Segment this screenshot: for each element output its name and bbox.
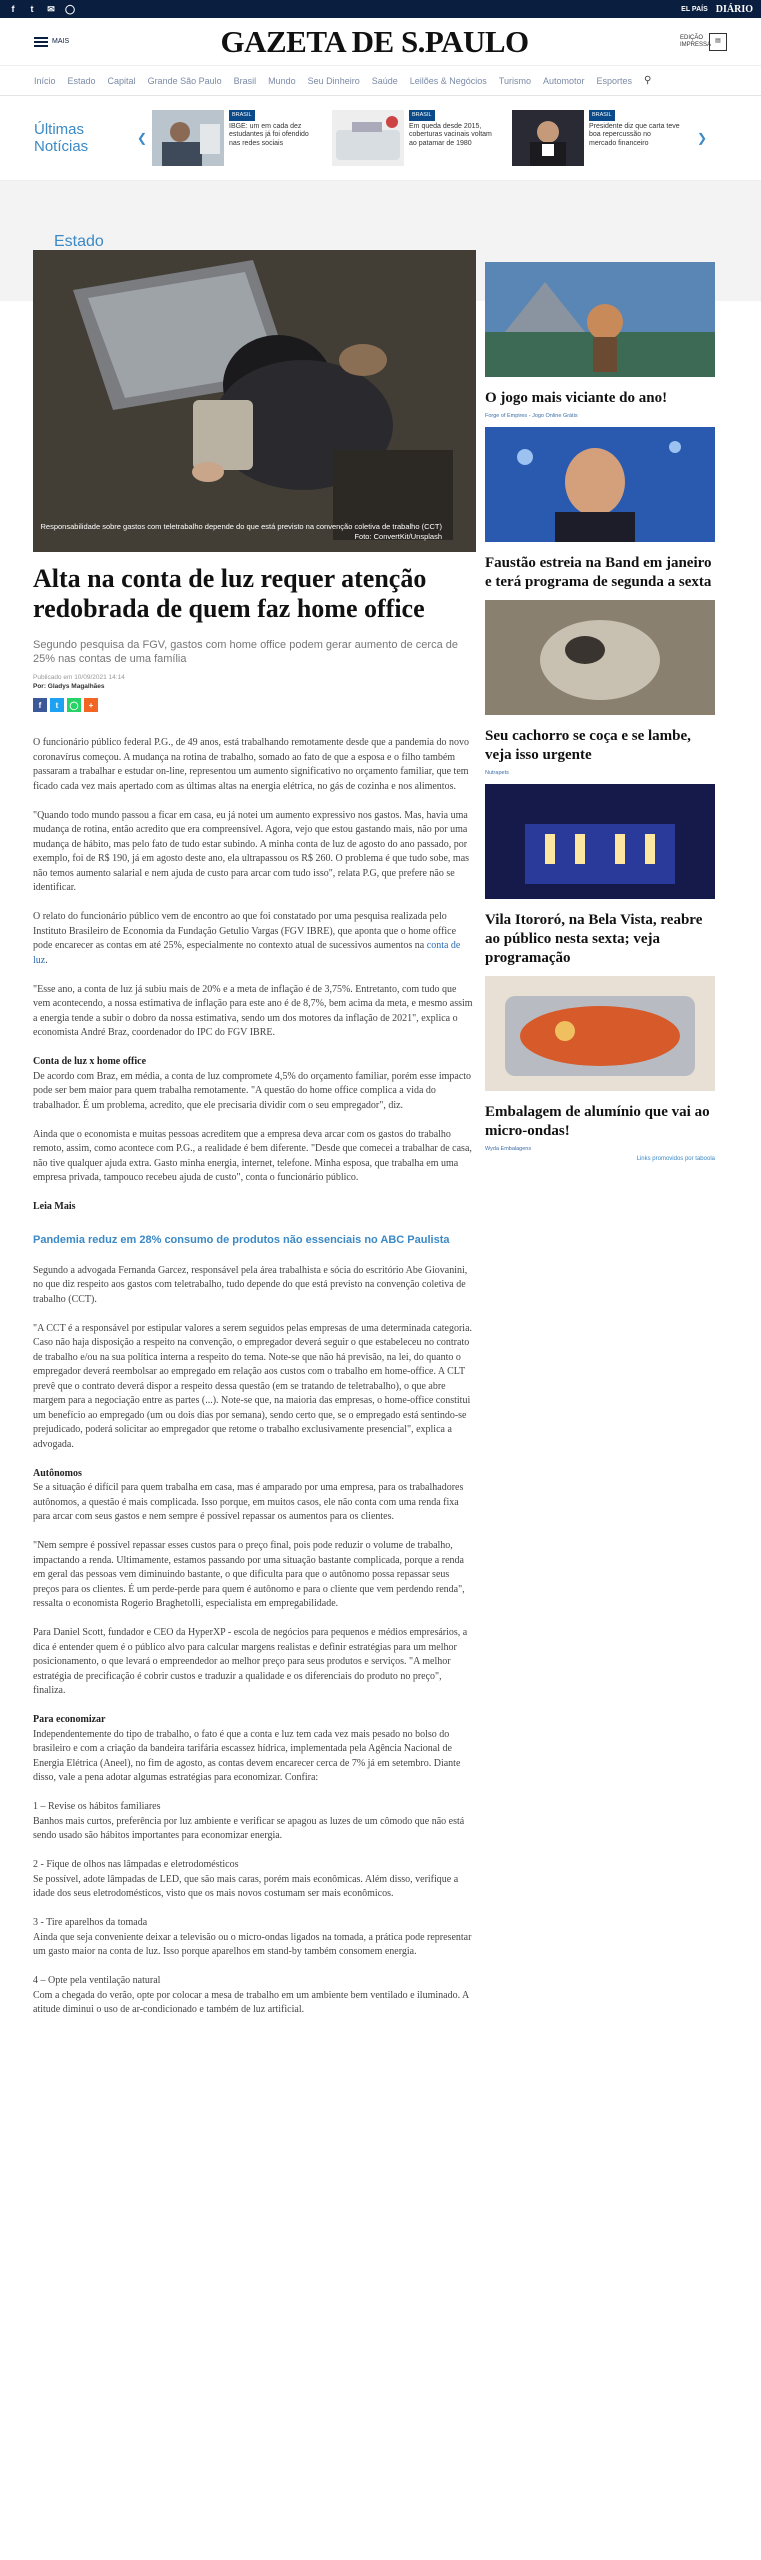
latest-news-text: Em queda desde 2015, coberturas vacinais voltam ao patamar de 1980: [409, 122, 492, 147]
sponsored-title: Vila Itororó, na Bela Vista, reabre ao público nesta sexta; veja programação: [485, 912, 703, 966]
article-subtitle: Segundo pesquisa da FGV, gastos com home office podem gerar aumento de cerca de 25% nas contas de uma família: [33, 639, 458, 665]
sponsored-source: Forge of Empires - Jogo Online Grátis: [485, 413, 578, 419]
hero-photo: [33, 250, 476, 552]
nav-item-inicio[interactable]: Início: [34, 75, 56, 86]
nav-item-leiloes[interactable]: Leilões & Negócios: [409, 75, 487, 86]
diario-link[interactable]: DIÁRIO: [715, 3, 753, 15]
sponsored-sidebar: [485, 262, 715, 1162]
nav-item-brasil[interactable]: Brasil: [233, 75, 257, 86]
read-more-link[interactable]: Pandemia reduz em 28% consumo de produtos não essenciais no ABC Paulista: [33, 1233, 450, 1246]
paragraph: Para Daniel Scott, fundador e CEO da HyperXP - escola de negócios para pequenos e médios empresários, a dica é entender quem é o público alvo para calcular margens realistas e definir estratégias para um melhor posicionamento, o que levará o empreendedor ao melhor preço para seus produtos e serviços. "A melhor estratégia de precificação é cobrir custos e traduzir a qualidade e os diferenciais do produto no preço", finaliza.: [33, 1627, 468, 1696]
news-thumbnail: [332, 110, 404, 166]
paragraph: Ainda que seja conveniente deixar a televisão ou o micro-ondas ligados na tomada, a prática pode representar um gasto maior na conta de luz. Isso porque aparelhos em stand-by também consomem energia.: [33, 1931, 472, 1957]
paragraph: Com a chegada do verão, opte por colocar a mesa de trabalho em um ambiente bem ventilado e iluminado. A atitude diminui o uso de ar-condicionado e também de luz artificial.: [33, 1989, 469, 2015]
category-badge: BRASIL: [409, 110, 435, 121]
latest-news-item[interactable]: [152, 110, 320, 166]
tip-heading: 1 – Revise os hábitos familiares: [33, 1801, 161, 1812]
latest-news-item[interactable]: [332, 110, 500, 166]
paragraph: "Quando todo mundo passou a ficar em casa, eu já notei um aumento expressivo nos gastos. Mas, havia uma mudança de rotina, então acredito que era compreensível. Agora, vejo que estou gastando mais, não por uma mudança de hábito, mas pelo fato de tudo estar subindo. A minha conta de luz de agosto do ano passado, por exemplo, foi de R$ 190, já em agosto deste ano, ela ultrapassou os R$ 260. O problema é que tudo sobe, mas não temos aumento salarial e nem ajuda de custo para arcar com tudo isso", relata P.G, que prefere não se identificar.: [33, 809, 470, 893]
print-edition-label: EDIÇÃO IMPRESSA: [679, 34, 711, 48]
latest-news-strip: [0, 96, 761, 181]
sponsored-card[interactable]: [485, 427, 715, 592]
paragraph: "A CCT é a responsável por estipular valores a serem seguidos pelas empresas de uma determinada categoria. Caso não haja disposição a respeito na convenção, o empregador deverá seguir o que estabeleceu no contrato de trabalho e/ou na sua política interna a respeito do tema. Note-se que não há previsão, na lei, do quanto o empregador deverá reembolsar ao empregado em relação aos custos com o trabalho em home-office. A CLT prevê que o contrato deverá dispor a respeito dessa questão (em se tratando de teletrabalho), o que abre margem para a negociação entre as partes (...). Note-se que, na maioria das empresas, o home-office constitui um benefício ao empregado (um ou dois dias por semana), sendo certo que, se o empregado está sentindo-se prejudicado, poderá solicitar ao empregador que retome o trabalho exclusivamente presencial", explica a advogada.: [33, 1322, 473, 1450]
news-thumbnail: [152, 110, 224, 166]
sponsored-image: [485, 427, 715, 542]
taboola-label[interactable]: Links promovidos por taboola: [636, 1156, 715, 1162]
sponsored-title: Faustão estreia na Band em janeiro e terá programa de segunda a sexta: [485, 555, 712, 590]
subheading: Conta de luz x home office: [33, 1056, 147, 1067]
publish-date: Publicado em 10/09/2021 14:14: [33, 674, 125, 681]
sponsored-source: Nutrapets: [485, 770, 509, 776]
category-badge: BRASIL: [589, 110, 615, 121]
article: [33, 250, 476, 2032]
print-edition-link[interactable]: [680, 33, 727, 51]
paragraph: Ainda que o economista e muitas pessoas acreditem que a empresa deva arcar com os gastos do trabalho remoto, assim, como acontece com P.G., a realidade é bem diferente. "Desde que comecei a trabalhar de casa, não tive qualquer ajuda extra. Gasto minha energia, internet, telefone. Minha esposa, que trabalha em uma empresa privada, tampouco recebeu ajuda de custo", conta o funcionário público.: [33, 1128, 472, 1183]
article-hero-image: [33, 250, 476, 552]
paragraph: "Nem sempre é possível repassar esses custos para o preço final, pois pode reduzir o volume de trabalho, impactando a renda. Ultimamente, estamos passando por uma situação bastante complicada, porque a renda em geral das pessoas vem diminuindo bastante, o que dificulta para que o autônomo possa repassar seus preços para os clientes. É um perde-perde para quem é autônomo e para o cliente que vem perdendo renda", ressalta o economista Rogerio Braghetolli, especialista em empregabilidade.: [33, 1540, 465, 1609]
subheading: Autônomos: [33, 1467, 82, 1479]
paragraph: O relato do funcionário público vem de encontro ao que foi constatado por uma pesquisa realizada pelo Instituto Brasileiro de Economia da Fundação Getulio Vargas (FGV IBRE), que aponta que o home office pode encarecer as contas em até 25%, especialmente no contexto atual de sucessivos aumentos na conta de luz.: [33, 911, 461, 966]
hamburger-icon: [34, 37, 48, 47]
latest-news-text: IBGE: um em cada dez estudantes já foi ofendido nas redes sociais: [229, 122, 309, 147]
prev-arrow-icon[interactable]: ❮: [136, 131, 148, 145]
tip-heading: 2 - Fique de olhos nas lâmpadas e eletrodomésticos: [33, 1859, 239, 1870]
nav-item-seu-dinheiro[interactable]: Seu Dinheiro: [307, 75, 360, 86]
sponsored-card[interactable]: [485, 262, 715, 419]
site-header: [0, 18, 761, 66]
paragraph: Banhos mais curtos, preferência por luz ambiente e verificar se apagou as luzes de um cômodo que não está sendo usado são hábitos importantes para economizar energia.: [33, 1815, 465, 1841]
subheading: Para economizar: [33, 1714, 106, 1725]
sponsored-title: Seu cachorro se coça e se lambe, veja isso urgente: [485, 728, 691, 763]
sponsored-image: [485, 600, 715, 715]
menu-button[interactable]: [34, 37, 69, 47]
sponsored-card[interactable]: [485, 976, 715, 1152]
twitter-icon[interactable]: t: [30, 3, 34, 14]
paragraph: "Esse ano, a conta de luz já subiu mais de 20% e a meta de inflação é de 3,75%. Entretanto, com tudo que vem acontecendo, a nossa estimativa de inflação para este ano é de 8,7%, bem acima da meta, e mesmo assim a energia tende a subir o dobro da nossa estimativa, sendo um dos motores da inflação de 2021", explica o economista André Braz, coordenador do IPC do FGV IBRE.: [33, 983, 473, 1038]
read-more-label: Leia Mais: [33, 1201, 76, 1212]
photo-credit: Foto: ConvertKit/Unsplash: [354, 532, 442, 541]
article-body: [33, 736, 476, 2018]
latest-news-item[interactable]: [512, 110, 680, 166]
nav-item-estado[interactable]: Estado: [67, 75, 96, 86]
more-share-icon[interactable]: +: [84, 698, 98, 712]
paragraph: De acordo com Braz, em média, a conta de luz compromete 4,5% do orçamento familiar, porém esse impacto pode ser bem maior para quem trabalha remotamente. "A questão do home office complica a vida do trabalhador. É um problema, acredito, que ele precisaria dividir com o seu empregador", diz.: [33, 1070, 472, 1111]
search-icon[interactable]: ⚲: [644, 75, 652, 86]
facebook-icon[interactable]: f: [11, 3, 15, 14]
nav-item-capital[interactable]: Capital: [107, 75, 136, 86]
nav-item-saude[interactable]: Saúde: [371, 75, 398, 86]
author: Por: Gladys Magalhães: [33, 683, 105, 690]
sponsored-title: O jogo mais viciante do ano!: [485, 390, 668, 406]
paragraph: Se possível, adote lâmpadas de LED, que são mais caras, porém mais econômicas. Além disso, verifique a idade dos seus eletrodomésticos, visto que os mais novos costumam ser mais econômicos.: [33, 1873, 459, 1899]
twitter-share-icon[interactable]: t: [50, 698, 64, 712]
newspaper-icon: ▤: [709, 33, 727, 51]
latest-news-title: Últimas Notícias: [34, 121, 89, 155]
sponsored-image: [485, 262, 715, 377]
article-title: Alta na conta de luz requer atenção redobrada de quem faz home office: [33, 564, 427, 623]
paragraph: O funcionário público federal P.G., de 49 anos, está trabalhando remotamente desde que a pandemia do novo coronavírus começou. A mudança na rotina de trabalho, somado ao fato de que a esposa e o filho também passaram a trabalhar e estudar on-line, representou um aumento significativo no orçamento familiar, que tem ficado cada vez mais apertado com as últimas altas na energia elétrica, no gás de cozinha e nos alimentos.: [33, 737, 469, 792]
sponsored-source: Wyda Embalagens: [485, 1146, 532, 1152]
top-bar: [0, 0, 761, 18]
tip-heading: 3 - Tire aparelhos da tomada: [33, 1917, 148, 1928]
next-arrow-icon[interactable]: ❯: [696, 131, 708, 145]
share-buttons: [33, 698, 476, 712]
paragraph: Segundo a advogada Fernanda Garcez, responsável pela área trabalhista e sócia do escritório Abe Giovanini, no que diz respeito aos gastos com teletrabalho, tudo depende do que está previsto na convenção coletiva de trabalho (CCT).: [33, 1264, 468, 1305]
facebook-share-icon[interactable]: f: [33, 698, 47, 712]
whatsapp-share-icon[interactable]: ◯: [67, 698, 81, 712]
sponsored-image: [485, 976, 715, 1091]
nav-item-mundo[interactable]: Mundo: [268, 75, 296, 86]
photo-caption: Responsabilidade sobre gastos com teletrabalho depende do que está previsto na convenção coletiva de trabalho (CCT): [40, 522, 442, 531]
paragraph: Independentemente do tipo de trabalho, o fato é que a conta e luz tem cada vez mais pesado no bolso do brasileiro e com a criação da bandeira tarifária escassez hídrica, implementada pela Agência Nacional de Energia Elétrica (Aneel), no fim de agosto, as contas devem encarecer cerca de 7% já em setembro. Diante disso, vale a pena adotar algumas estratégias para economizar. Confira:: [33, 1728, 461, 1783]
nav-item-turismo[interactable]: Turismo: [498, 75, 531, 86]
sponsored-card[interactable]: [485, 600, 715, 776]
sponsored-image: [485, 784, 715, 899]
section-title[interactable]: Estado: [54, 233, 104, 250]
nav-item-automotor[interactable]: Automotor: [542, 75, 585, 86]
social-links: [8, 4, 75, 15]
sponsored-card[interactable]: [485, 784, 715, 968]
site-logo[interactable]: GAZETA DE S.PAULO: [220, 23, 529, 59]
main-nav: [0, 66, 761, 96]
sponsored-title: Embalagem de alumínio que vai ao micro-ondas!: [485, 1104, 710, 1139]
el-pais-link[interactable]: EL PAÍS: [681, 5, 708, 13]
news-thumbnail: [512, 110, 584, 166]
conta-de-luz-link[interactable]: conta de luz: [33, 940, 461, 966]
whatsapp-icon[interactable]: ◯: [65, 3, 76, 14]
menu-label: MAIS: [52, 38, 70, 45]
paragraph: Se a situação é difícil para quem trabalha em casa, mas é amparado por uma empresa, para os trabalhadores autônomos, a questão é mais complicada. Isso porque, em muitos casos, ele não conta com uma renda fixa para arcar com seus gastos e nem sempre é possível repassar os aumentos para os clientes.: [33, 1482, 464, 1522]
category-badge: BRASIL: [229, 110, 255, 121]
nav-item-esportes[interactable]: Esportes: [596, 75, 633, 86]
tip-heading: 4 – Opte pela ventilação natural: [33, 1975, 161, 1986]
latest-news-text: Presidente diz que carta teve boa repercussão no mercado financeiro: [589, 122, 680, 147]
nav-item-grande-sp[interactable]: Grande São Paulo: [147, 75, 222, 86]
email-icon[interactable]: ✉: [47, 3, 55, 14]
